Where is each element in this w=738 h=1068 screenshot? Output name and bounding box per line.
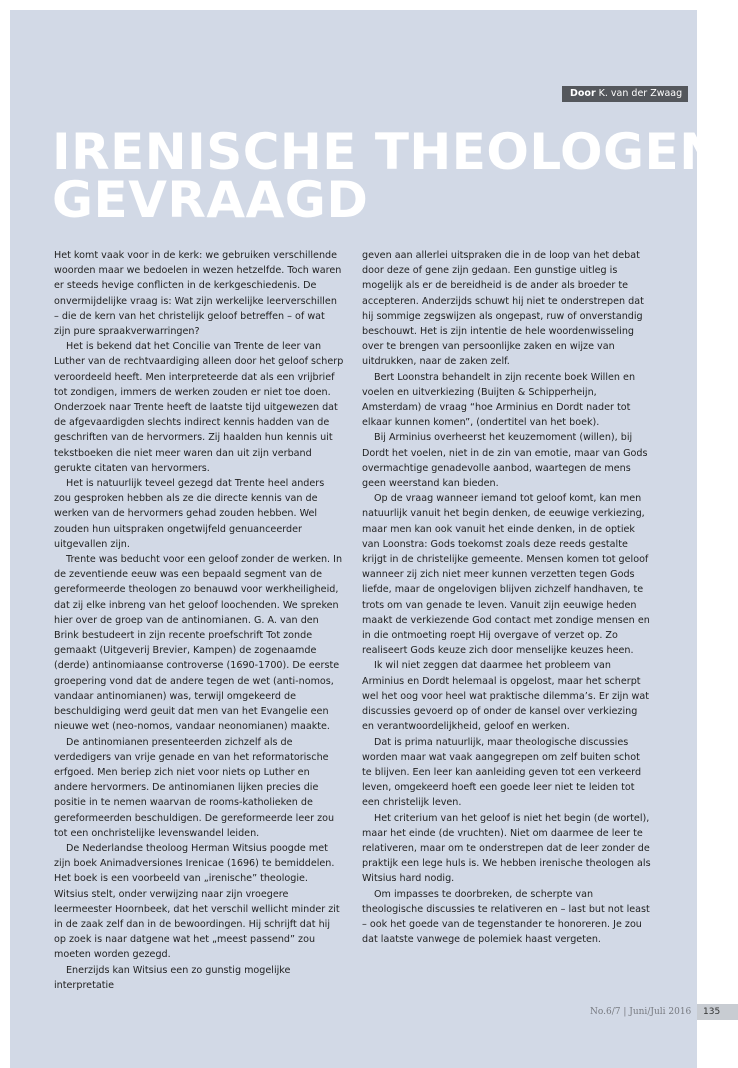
- title-line-1: IRENISCHE THEOLOGEN: [52, 123, 722, 181]
- byline-author: K. van der Zwaag: [598, 88, 683, 99]
- paragraph: Op de vraag wanneer iemand tot geloof komt, kan men natuurlijk vanuit het begin denken, de eeuwige verkiezing, maar men kan ook vanuit het einde denken, in de optiek van Loonstra: Gods toekomst zoals deze reeds gestalte krijgt in de christelijke gemeente. Mensen komen tot geloof wanneer zij zich niet meer kunnen verzetten tegen Gods liefde, maar de ongelovigen blijven zichzelf handhaven, te trots om van genade te leven. Vanuit zijn eeuwige heden maakt de verkiezende God contact met zondige mensen en in die ontmoeting roept Hij overgave of verzet op. Zo realiseert Gods keuze zich door menselijke keuzes heen.: [362, 493, 650, 657]
- paragraph: Het is bekend dat het Concilie van Trente de leer van Luther van de rechtvaardiging alleen door het geloof scherp veroordeeld heeft. Men interpreteerde dat als een vrijbrief tot zondigen, immers de werken zouden er niet toe doen. Onderzoek naar Trente heeft de laatste tijd uitgewezen dat de afgevaardigden slechts indirect kennis hadden van de geschriften van de hervormers. Zij haalden hun kennis uit tekstboeken die niet meer waren dan uit zijn verband gerukte citaten van hervormers.: [54, 341, 344, 474]
- page-number: 135: [697, 1004, 738, 1020]
- paragraph: De Nederlandse theoloog Herman Witsius poogde met zijn boek Animadversiones Irenicae (1696) te bemiddelen. Het boek is een voorbeeld van „irenische” theologie. Witsius stelt, onder verwijzing naar zijn vroegere leermeester Hoornbeek, dat het verschil wellicht minder zit in de zaak zelf dan in de bewoordingen. Hij schrijft dat hij op zoek is naar datgene wat het „meest passend” zou moeten worden gezegd.: [54, 842, 340, 961]
- article-title: [52, 123, 722, 229]
- paragraph: De antinomianen presenteerden zichzelf als de verdedigers van vrije genade en van het reformatorische erfgoed. Men beriep zich niet voor niets op Luther en andere hervormers. De antinomianen lijken precies die positie in te nemen waarvan de rooms-katholieken de gereformeerden beschuldigen. De gereformeerde leer zou tot een onchristelijke levenswandel leiden.: [54, 736, 335, 839]
- byline: [562, 86, 688, 102]
- paragraph: Het criterium van het geloof is niet het begin (de wortel), maar het einde (de vruchten). Niet om daarmee de leer te relativeren, maar om te onderstrepen dat de leer zonder de praktijk een lege huls is. We hebben irenische theologen als Witsius hard nodig.: [362, 812, 651, 885]
- paragraph: Enerzijds kan Witsius een zo gunstig mogelijke interpretatie: [54, 964, 291, 991]
- paragraph: Om impasses te doorbreken, de scherpte van theologische discussies te relativeren en – last but not least – ook het goede van de tegenstander te honoreren. Je zou dat laatste vanwege de polemiek haast vergeten.: [362, 888, 650, 946]
- paragraph: Bert Loonstra behandelt in zijn recente boek Willen en voelen en uitverkiezing (Buijten & Schipperheijn, Amsterdam) de vraag “hoe Arminius en Dordt nader tot elkaar kunnen komen”, (ondertitel van het boek).: [362, 371, 636, 429]
- title-line-2: GEVRAAGD: [52, 171, 369, 229]
- paragraph: Het komt vaak voor in de kerk: we gebruiken verschillende woorden maar we bedoelen in wezen hetzelfde. Toch waren er steeds hevige conflicten in de kerkgeschiedenis. De onvermijdelijke vraag is: Wat zijn werkelijke leerverschillen – die de kern van het christelijk geloof betreffen – of wat zijn pure spraakverwarringen?: [54, 250, 342, 338]
- paragraph: Het is natuurlijk teveel gezegd dat Trente heel anders zou gesproken hebben als ze die directe kennis van de werken van de hervormers gehad zouden hebben. Wel zouden hun uitspraken ongetwijfeld genuanceerder uitgevallen zijn.: [54, 478, 325, 550]
- article-column-right: [362, 248, 652, 947]
- byline-prefix: Door: [570, 88, 596, 99]
- section-label-text: NADER BESCHOUWD: [694, 136, 738, 591]
- paragraph: Trente was beducht voor een geloof zonder de werken. In de zeventiende eeuw was een bepaald segment van de gereformeerde theologen zo benauwd voor werkheiligheid, dat zij elke inbreng van het geloof loochenden. We spreken hier over de groep van de antinomianen. G. A. van den Brink bestudeert in zijn recente proefschrift Tot zonde gemaakt (Uitgeverij Brevier, Kampen) de zogenaamde (derde) antinomiaanse controverse (1690-1700). De eerste groepering vond dat de andere tegen de wet (anti-nomos, vandaar antinomianen) was, terwijl omgekeerd de beschuldiging werd geuit dat men van het Evangelie een nieuwe wet (neo-nomos, vandaar neonomianen) maakte.: [54, 554, 343, 733]
- paragraph: Ik wil niet zeggen dat daarmee het probleem van Arminius en Dordt helemaal is opgelost, maar het scherpt wel het oog voor heel wat praktische dilemma’s. Er zijn wat discussies gevoerd op of onder de kansel over verkiezing en verantwoordelijkheid, geloof en werken.: [362, 660, 649, 733]
- paragraph: geven aan allerlei uitspraken die in de loop van het debat door deze of gene zijn gedaan. Een gunstige uitleg is mogelijk als er de bereidheid is de ander als broeder te accepteren. Anderzijds schuwt hij niet te onderstrepen dat hij sommige zegswijzen als ongepast, ruw of onverstandig beschouwt. Het is zijn intentie de hele woordenwisseling over te brengen van persoonlijke zaken en wijze van uitdrukken, naar de zaken zelf.: [362, 250, 644, 368]
- paragraph: Dat is prima natuurlijk, maar theologische discussies worden maar wat vaak aangegrepen om zelf buiten schot te blijven. Een leer kan aanleiding geven tot een verkeerd leven, omgekeerd hoeft een goede leer niet te leiden tot een christelijk leven.: [362, 736, 642, 809]
- issue-info: No.6/7 | Juni/Juli 2016: [590, 1007, 692, 1017]
- article-column-left: [54, 248, 344, 993]
- paragraph: Bij Arminius overheerst het keuzemoment (willen), bij Dordt het voelen, niet in de zin van emotie, maar van Gods overmachtige genadevolle aanbod, waartegen de mens geen weerstand kan bieden.: [362, 432, 648, 490]
